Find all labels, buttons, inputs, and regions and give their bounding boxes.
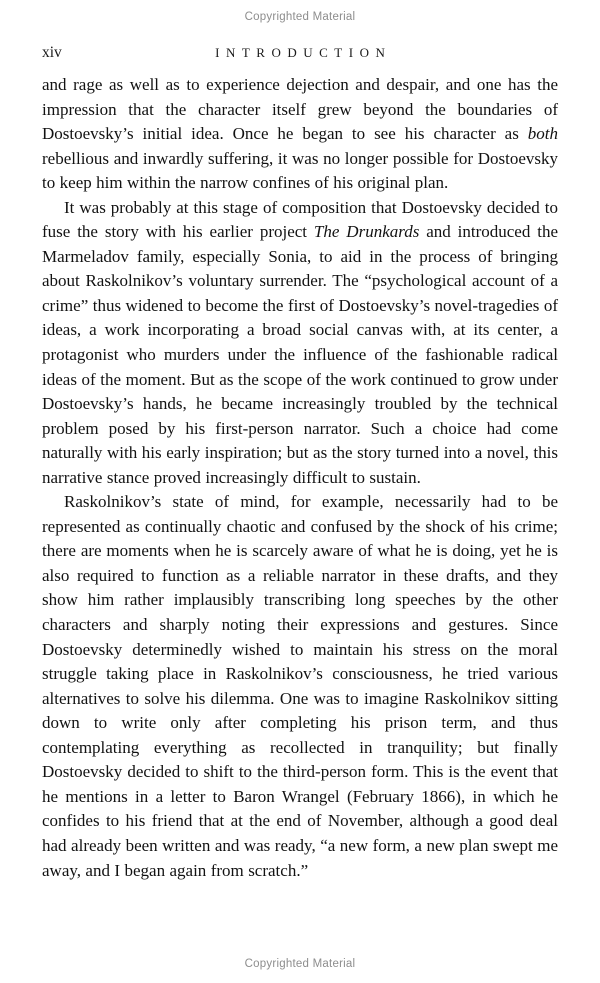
text-run: and rage as well as to experience dejection and despair, and one has the impression that the character itself grew beyond the boundaries of Dostoevsky’s initial idea. Once he began to see his character as (42, 75, 558, 144)
text-run: It was probably at this stage of composition that Dostoevsky decided to fuse the story with his earlier project (42, 197, 558, 242)
paragraph (42, 73, 558, 196)
italic-text-run: both (527, 124, 558, 144)
running-title: INTRODUCTION (215, 45, 392, 60)
italic-text-run: The Drunkards (313, 222, 420, 242)
page-header (42, 44, 558, 64)
text-run: and introduced the Marmeladov family, especially Sonia, to aid in the process of bringing about Raskolnikov’s voluntary surrender. The “psychological account of a crime” thus widened to become the first of Dostoevsky’s novel-tragedies of ideas, a work incorporating a broad social canvas with, at its center, a protagonist who murders under the influence of the fashionable radical ideas of the moment. But as the scope of the work continued to grow under Dostoevsky’s hands, he became increasingly troubled by the technical problem posed by his first-person narrator. Such a choice had come naturally with his early inspiration; but as the story turned into a novel, this narrative stance proved increasingly difficult to sustain. (42, 222, 558, 487)
copyright-notice-top: Copyrighted Material (244, 11, 356, 23)
body-text (42, 73, 558, 883)
paragraph (42, 196, 558, 491)
text-run: Raskolnikov’s state of mind, for example, necessarily had to be represented as continually chaotic and confused by the shock of his crime; there are moments when he is scarcely aware of what he is doing, yet he is also required to function as a reliable narrator in these drafts, and they show him rather implausibly transcribing long speeches by the other characters and sharply noting their expressions and gestures. Since Dostoevsky determinedly wished to maintain his stress on the moral struggle taking place in Raskolnikov’s consciousness, he tried various alternatives to solve his dilemma. One was to imagine Raskolnikov sitting down to write only after completing his prison term, and thus contemplating everything as recollected in tranquility; but finally Dostoevsky decided to shift to the third-person form. This is the event that he mentions in a letter to Baron Wrangel (February 1866), in which he confides to his friend that at the end of November, although a good deal had already been written and was ready, “a new form, a new plan swept me away, and I began again from scratch.” (42, 492, 558, 880)
paragraph (42, 490, 558, 883)
copyright-notice-bottom: Copyrighted Material (244, 958, 356, 970)
page-number: xiv (42, 44, 62, 61)
text-run: rebellious and inwardly suffering, it was no longer possible for Dostoevsky to keep him within the narrow confines of his original plan. (42, 148, 558, 193)
